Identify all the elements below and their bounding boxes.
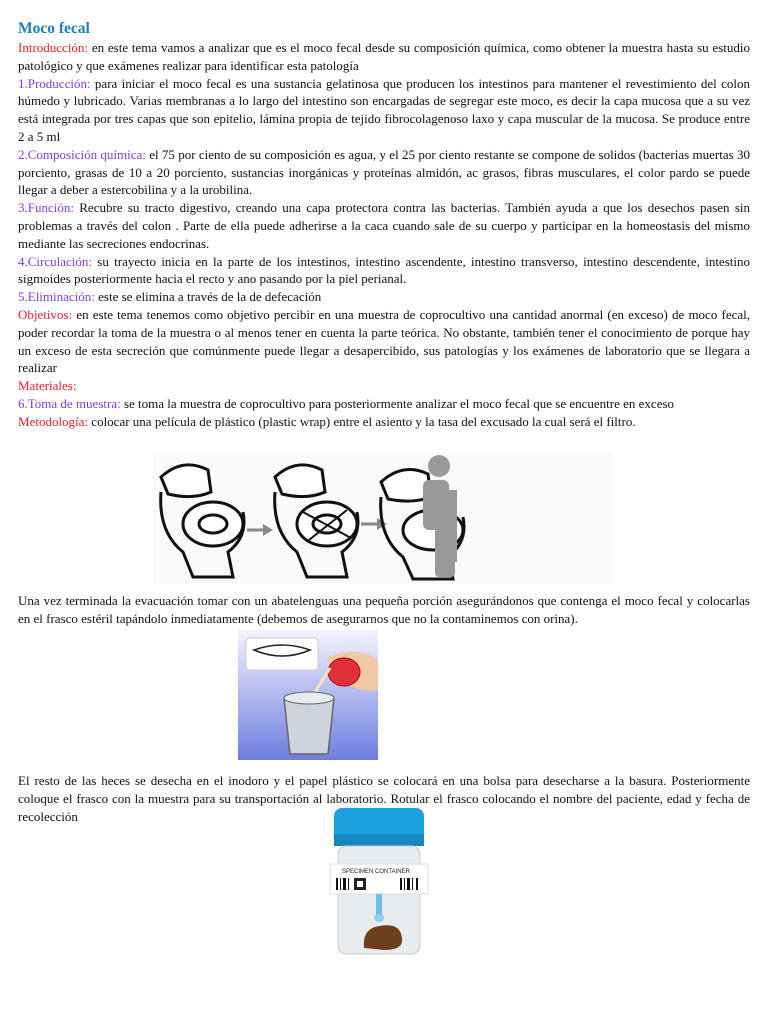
composicion-label: 2.Composición química: [18, 146, 146, 162]
specimen-cup-icon [284, 692, 334, 754]
toilet-sequence-figure [153, 452, 613, 584]
document-page [18, 20, 750, 431]
intro-label: Introducción: [18, 40, 89, 55]
specimen-label-text: SPECIMEN CONTAINER [342, 869, 410, 875]
composicion-paragraph [18, 146, 750, 199]
specimen-container-figure [320, 806, 438, 956]
materiales-label: Materiales: [18, 378, 77, 394]
toma-paragraph [18, 395, 750, 413]
materiales-paragraph [18, 377, 750, 395]
intro-paragraph [18, 39, 750, 75]
metodologia-label: Metodología: [18, 413, 89, 429]
funcion-text: Recubre su tracto digestivo, creando una capa protectora contra las bacterias. También ayuda a que los desechos pasen sin problemas a través del colon . Parte de ella puede adherirse a la caca cuando sale de su cuerpo y participar en la homeostasis del mismo mediante las secreciones endocrinas. [18, 200, 750, 251]
toma-text: se toma la muestra de coprocultivo para posteriormente analizar el moco fecal que se encuentre en exceso [120, 395, 675, 411]
eliminacion-text: este se elimina a través de la de defecación [94, 289, 322, 305]
page-title: Moco fecal [18, 20, 90, 37]
produccion-text: para iniciar el moco fecal es una sustancia gelatinosa que producen los intestinos para mantener el revestimiento del colon húmedo y lubricado. Varias membranas a lo largo del intestino son encargadas de segregar este moco, es decir la capa mucosa que a su vez está integrada por tres capas que son epitelio, lámina propia de tejido fibrocolagenoso laxo y capa muscular de la mucosa. Se produce entre 2 a 5 ml [18, 75, 750, 144]
eliminacion-paragraph [18, 288, 750, 306]
eliminacion-label: 5.Eliminación: [18, 289, 95, 305]
objetivos-text: en este tema tenemos como objetivo percibir en una muestra de coprocultivo una cantidad anormal (en exceso) de moco fecal, poder recordar la toma de la muestra o al menos tener en cuenta la parte teórica. No obstante, también tener el conocimiento de porque hay un exceso de esta secreción que comúnmente puede llegar a desapercibido, sus patologías y los exámenes de laboratorio que se llegara a realizar [18, 306, 750, 376]
produccion-label: 1.Producción: [18, 75, 91, 91]
resto-paragraph: El resto de las heces se desecha en el inodoro y el papel plástico se colocará en una bolsa para desecharse a la basura. Posteriormente coloque el frasco con la muestra para su transportación al laboratorio. Rotular el frasco colocando el nombre del paciente, edad y fecha de recolección [18, 773, 750, 824]
metodologia-paragraph [18, 413, 750, 431]
intro-text: en este tema vamos a analizar que es el moco fecal desde su composición química, como obtener la muestra hasta su estudio patológico y que exámenes realizar para identificar esta patología [18, 40, 750, 73]
barcode-label [330, 864, 428, 894]
evacuacion-paragraph: Una vez terminada la evacuación tomar con un abatelenguas una pequeña porción asegurándonos que contenga el moco fecal y colocarlas en el frasco estéril tapándolo inmediatamente (debemos de asegurarnos que no la contaminemos con orina). [18, 593, 750, 626]
objetivos-paragraph [18, 306, 750, 377]
composicion-text: el 75 por ciento de su composición es agua, y el 25 por ciento restante se compone de solidos (bacterias muertas 30 porciento, grasas de 10 a 20 porciento, sustancias inorgánicas y proteínas almidón, ac grasos, fibras musculares, el color pardo se puede llegar a deber a estercobilina y a la urobilina. [18, 146, 750, 198]
red-lid-icon [328, 658, 360, 686]
mouth-diagram-icon [246, 638, 318, 670]
sample-collection-figure [238, 630, 378, 760]
metodologia-text: colocar una película de plástico (plastic wrap) entre el asiento y la tasa del excusado la cual será el filtro. [88, 413, 636, 429]
circulacion-paragraph [18, 253, 750, 289]
toma-label: 6.Toma de muestra: [18, 395, 121, 411]
circulacion-text: su trayecto inicia en la parte de los intestinos, intestino ascendente, intestino transverso, intestino descendente, intestino sigmoides posteriormente hacia el recto y ano pasando por la piel perianal. [18, 253, 750, 287]
produccion-paragraph [18, 75, 750, 146]
funcion-paragraph [18, 199, 750, 252]
blue-cap-icon [334, 808, 424, 846]
circulacion-label: 4.Circulación: [18, 253, 93, 269]
evacuacion-block [18, 592, 750, 628]
funcion-label: 3.Función: [18, 200, 74, 216]
objetivos-label: Objetivos: [18, 306, 73, 322]
